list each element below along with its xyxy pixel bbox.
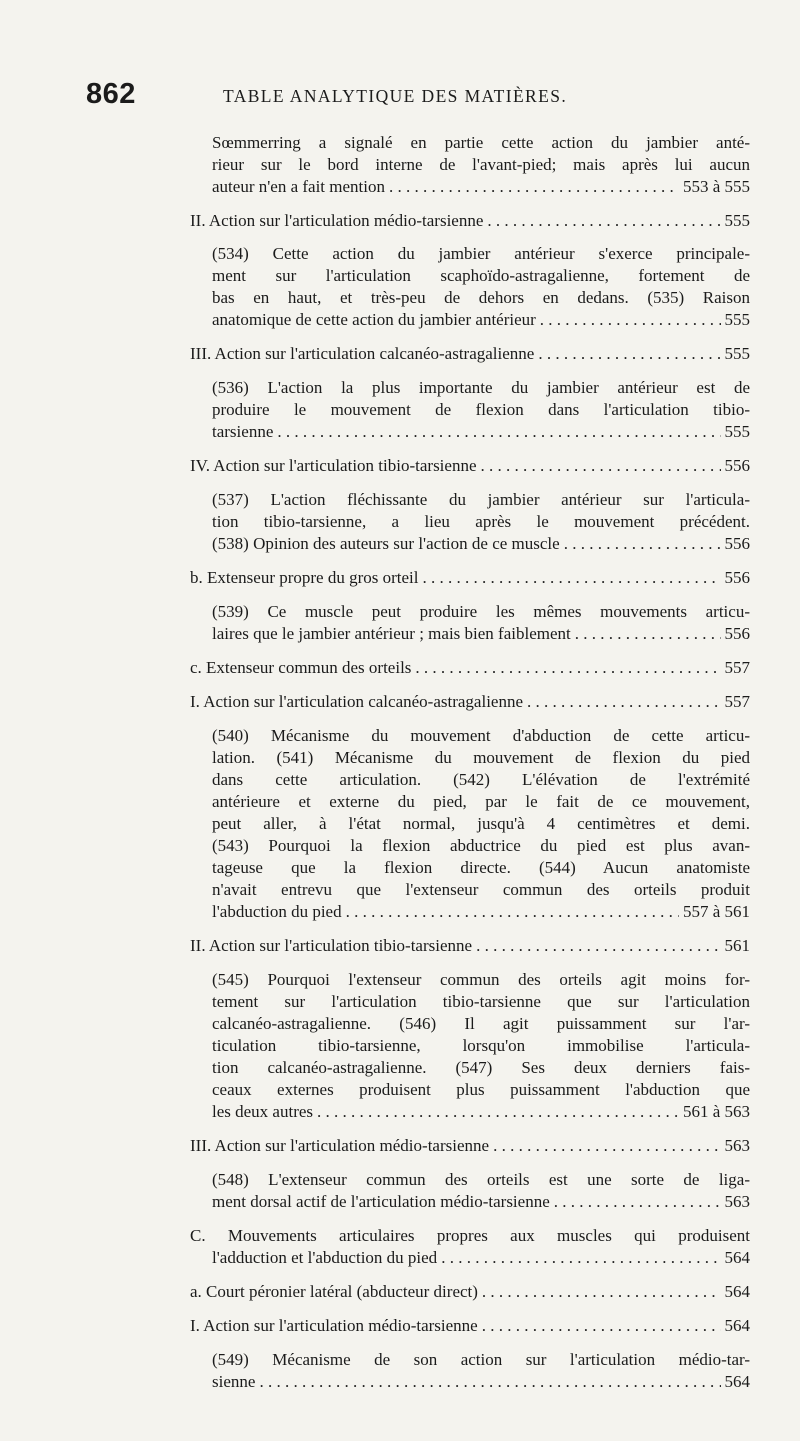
toc-text: ticulation tibio-tarsienne, lorsqu'on immobilise l'articula- [212,1036,750,1055]
toc-row [190,1281,750,1303]
toc-row [212,1371,750,1393]
toc-text: les deux autres [212,1102,314,1121]
toc-text: tion tibio-tarsienne, a lieu après le mouvement précédent. [212,512,750,531]
toc-text: peut aller, à l'état normal, jusqu'à 4 centimètres et demi. [212,814,750,833]
toc-subline [212,1371,750,1393]
toc-text: bas en haut, et très-peu de dehors en dedans. (535) Raison [212,288,750,307]
toc-text: c. Extenseur commun des orteils [190,658,412,677]
toc-row [190,567,750,589]
toc-entry [190,343,750,365]
page-reference: 556 [724,624,750,643]
dot-leader [493,1135,720,1157]
toc-row [212,1191,750,1213]
dot-leader [317,1101,679,1123]
toc-row [212,176,750,198]
toc-text: (548) L'extenseur commun des orteils est une sorte de liga- [212,1170,750,1189]
toc-text: l'adduction et l'abduction du pied [212,1248,438,1267]
toc-row [190,455,750,477]
dot-leader [481,455,721,477]
toc-subline [212,309,750,331]
toc-subline [212,489,750,511]
toc-text: III. Action sur l'articulation médio-tarsienne [190,1136,490,1155]
toc-text: l'abduction du pied [212,902,342,921]
toc-text: n'avait entrevu que l'extenseur commun des orteils produit [212,880,750,899]
toc-text: (536) L'action la plus importante du jambier antérieur est de [212,378,750,397]
toc-row [190,691,750,713]
dot-leader [259,1371,720,1393]
toc-text: (543) Pourquoi la flexion abductrice du pied est plus avan- [212,836,750,855]
toc-subline [212,1169,750,1191]
toc-entry [190,1225,750,1247]
toc-subline [212,243,750,265]
toc-entry [190,691,750,713]
toc-subline [212,154,750,176]
toc-row [212,421,750,443]
toc-text: ment dorsal actif de l'articulation médio-tarsienne [212,1192,550,1211]
toc-subline [212,901,750,923]
toc-row [190,1315,750,1337]
toc-text: b. Extenseur propre du gros orteil [190,568,419,587]
page-reference: 557 [724,692,750,711]
page-reference: 555 [724,211,750,230]
page-reference: 553 à 555 [682,177,750,196]
toc-subline [212,857,750,879]
toc-subline [212,399,750,421]
page-reference: 564 [724,1248,750,1267]
page-reference: 555 [724,422,750,441]
dot-leader [554,1191,721,1213]
toc-entry [190,455,750,477]
page-reference: 555 [724,310,750,329]
dot-leader [564,533,721,555]
toc-subline [212,1101,750,1123]
dot-leader [482,1315,721,1337]
toc-text: (545) Pourquoi l'extenseur commun des orteils agit moins for- [212,970,750,989]
toc-entry [190,935,750,957]
dot-leader [575,623,721,645]
running-title: TABLE ANALYTIQUE DES MATIÈRES. [223,86,568,106]
toc-text: laires que le jambier antérieur ; mais bien faiblement [212,624,571,643]
toc-entry [190,1281,750,1303]
toc-text: antérieure et externe du pied, par le fait de ce mouvement, [212,792,750,811]
toc-entry [190,567,750,589]
page-reference: 563 [724,1136,750,1155]
page-reference: 564 [724,1282,750,1301]
toc-text: auteur n'en a fait mention [212,177,385,196]
toc-text: (537) L'action fléchissante du jambier antérieur sur l'articula- [212,490,750,509]
toc-text: tageuse que la flexion directe. (544) Aucun anatomiste [212,858,750,877]
toc-row [212,1101,750,1123]
toc-text: ceaux externes produisent plus puissamment l'abduction que [212,1080,750,1099]
toc-text: I. Action sur l'articulation calcanéo-astragalienne [190,692,524,711]
toc-text: sienne [212,1372,256,1391]
toc-subline [212,132,750,154]
toc-entry [190,210,750,232]
dot-leader [527,691,720,713]
toc-subline [212,835,750,857]
toc-text: anatomique de cette action du jambier antérieur [212,310,536,329]
page-reference: 561 [724,936,750,955]
toc-row [212,901,750,923]
toc-subline [212,601,750,623]
toc-row [190,657,750,679]
page-reference: 563 [724,1192,750,1211]
toc-subline [212,747,750,769]
toc-subline [212,421,750,443]
toc-row [212,1247,750,1269]
toc-subline [212,1035,750,1057]
page-reference: 555 [724,344,750,363]
dot-leader [482,1281,721,1303]
toc-subline [212,623,750,645]
toc-entry [190,1135,750,1157]
toc-text: lation. (541) Mécanisme du mouvement de flexion du pied [212,748,750,767]
dot-leader [487,210,720,232]
dot-leader [538,343,720,365]
toc-text: produire le mouvement de flexion dans l'articulation tibio- [212,400,750,419]
page-header [86,78,746,118]
dot-leader [415,657,720,679]
toc-subline [212,1247,750,1269]
dot-leader [277,421,720,443]
dot-leader [346,901,679,923]
page-reference: 564 [724,1372,750,1391]
toc-text: dans cette articulation. (542) L'élévation de l'extrémité [212,770,750,789]
toc-subline [212,969,750,991]
toc-entry [190,1315,750,1337]
toc-text: (538) Opinion des auteurs sur l'action de ce muscle [212,534,560,553]
toc-subline [212,1079,750,1101]
toc-text: I. Action sur l'articulation médio-tarsienne [190,1316,478,1335]
toc-subline [212,813,750,835]
toc-subline [212,991,750,1013]
toc-row [190,343,750,365]
toc-text: (534) Cette action du jambier antérieur s'exerce principale- [212,244,750,263]
toc-row [212,623,750,645]
toc-subline [212,511,750,533]
toc-subline [212,176,750,198]
page-reference: 556 [724,568,750,587]
dot-leader [476,935,720,957]
toc-row [212,533,750,555]
toc-text: ment sur l'articulation scaphoïdo-astragalienne, fortement de [212,266,750,285]
dot-leader [423,567,721,589]
toc-text: calcanéo-astragalienne. (546) Il agit puissamment sur l'ar- [212,1014,750,1033]
toc-text: rieur sur le bord interne de l'avant-pied; mais après lui aucun [212,155,750,174]
page-reference: 556 [724,534,750,553]
toc-subline [212,533,750,555]
toc-subline [212,1057,750,1079]
page-reference: 557 à 561 [682,902,750,921]
page-number: 862 [86,78,136,110]
toc-text: tion calcanéo-astragalienne. (547) Ses deux derniers fais- [212,1058,750,1077]
dot-leader [540,309,721,331]
page-reference: 556 [724,456,750,475]
toc-subline [212,1349,750,1371]
toc-text: II. Action sur l'articulation tibio-tarsienne [190,936,473,955]
page-reference: 557 [724,658,750,677]
toc-row [190,935,750,957]
toc-text: (540) Mécanisme du mouvement d'abduction de cette articu- [212,726,750,745]
toc-text: III. Action sur l'articulation calcanéo-astragalienne [190,344,535,363]
dot-leader [389,176,679,198]
toc-subline [212,879,750,901]
toc-text: IV. Action sur l'articulation tibio-tarsienne [190,456,477,475]
page-reference: 561 à 563 [682,1102,750,1121]
toc-subline [212,1191,750,1213]
toc-text: C. Mouvements articulaires propres aux muscles qui produisent [190,1226,750,1245]
toc-subline [212,265,750,287]
toc-subline [212,377,750,399]
toc-text: (539) Ce muscle peut produire les mêmes mouvements articu- [212,602,750,621]
toc-subline [212,287,750,309]
toc-row [190,1135,750,1157]
page-reference: 564 [724,1316,750,1335]
toc-text: tement sur l'articulation tibio-tarsienne que sur l'articulation [212,992,750,1011]
toc-row [212,309,750,331]
toc-subline [212,791,750,813]
toc-text: Sœmmerring a signalé en partie cette action du jambier anté- [212,133,750,152]
toc-text: a. Court péronier latéral (abducteur direct) [190,1282,478,1301]
toc-subline [212,769,750,791]
toc-text: II. Action sur l'articulation médio-tarsienne [190,211,484,230]
toc-text: tarsienne [212,422,274,441]
toc-text: (549) Mécanisme de son action sur l'articulation médio-tar- [212,1350,750,1369]
toc-subline [212,725,750,747]
toc-entry [190,657,750,679]
toc-row [190,210,750,232]
dot-leader [441,1247,720,1269]
toc-subline [212,1013,750,1035]
